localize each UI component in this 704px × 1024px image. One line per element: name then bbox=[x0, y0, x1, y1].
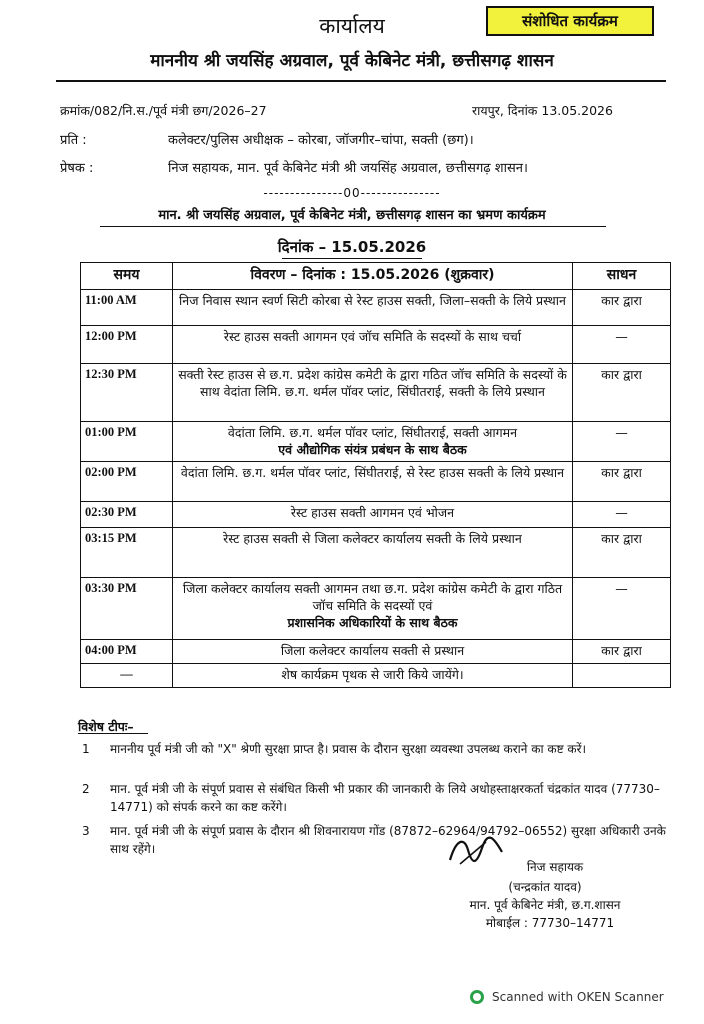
row-means: कार द्वारा bbox=[573, 364, 671, 422]
row-description: रेस्ट हाउस सक्ती से जिला कलेक्टर कार्यालय सक्ती के लिये प्रस्थान bbox=[173, 528, 573, 578]
scanner-text: Scanned with OKEN Scanner bbox=[492, 990, 664, 1004]
table-row bbox=[81, 326, 671, 364]
row-means: — bbox=[573, 502, 671, 528]
signatory-name: (चन्द्रकांत यादव) bbox=[508, 880, 582, 894]
row-description bbox=[173, 422, 573, 462]
row-time: 01:00 PM bbox=[81, 422, 173, 462]
row-means: — bbox=[573, 578, 671, 640]
row-description: शेष कार्यक्रम पृथक से जारी किये जायेंगे। bbox=[173, 664, 573, 688]
row-time: 03:30 PM bbox=[81, 578, 173, 640]
program-heading: मान. श्री जयसिंह अग्रवाल, पूर्व केबिनेट मंत्री, छत्तीसगढ़ शासन का भ्रमण कार्यक्रम bbox=[158, 208, 546, 223]
revised-program-badge: संशोधित कार्यक्रम bbox=[486, 6, 654, 36]
to-label: प्रति : bbox=[60, 133, 87, 148]
signatory-mobile: मोबाईल : 77730–14771 bbox=[485, 916, 615, 930]
header-time: समय bbox=[81, 263, 173, 290]
row-description-text: जिला कलेक्टर कार्यालय सक्ती आगमन तथा छ.ग. प्रदेश कांग्रेस कमेटी के द्वारा गठित जॉच समिति के सदस्यों एवं bbox=[182, 581, 563, 613]
table-row bbox=[81, 578, 671, 640]
signatory-title: निज सहायक bbox=[526, 860, 584, 874]
row-means: — bbox=[573, 326, 671, 364]
table-row bbox=[81, 502, 671, 528]
section-divider: ---------------00--------------- bbox=[263, 186, 441, 200]
table-row bbox=[81, 364, 671, 422]
row-description: रेस्ट हाउस सक्ती आगमन एवं जॉच समिति के सदस्यों के साथ चर्चा bbox=[173, 326, 573, 364]
place-date: रायपुर, दिनांक 13.05.2026 bbox=[472, 103, 613, 118]
note-item bbox=[82, 822, 682, 860]
row-means: — bbox=[573, 422, 671, 462]
row-description: निज निवास स्थान स्वर्ण सिटी कोरबा से रेस्ट हाउस सक्ती, जिला–सक्ती के लिये प्रस्थान bbox=[173, 290, 573, 326]
row-description-bold: एवं औद्योगिक संयंत्र प्रबंधन के साथ बैठक bbox=[278, 442, 467, 457]
row-description bbox=[173, 578, 573, 640]
note-number: 1 bbox=[82, 742, 90, 756]
row-means: कार द्वारा bbox=[573, 528, 671, 578]
row-means: कार द्वारा bbox=[573, 290, 671, 326]
row-means: कार द्वारा bbox=[573, 640, 671, 664]
signature-scribble-icon bbox=[446, 830, 506, 870]
row-time: 02:00 PM bbox=[81, 462, 173, 502]
row-means bbox=[573, 664, 671, 688]
from-label: प्रेषक : bbox=[60, 161, 94, 176]
table-header-row bbox=[81, 263, 671, 290]
scanner-logo-icon bbox=[470, 990, 484, 1004]
note-number: 3 bbox=[82, 824, 90, 838]
table-row bbox=[81, 290, 671, 326]
row-means: कार द्वारा bbox=[573, 462, 671, 502]
scanner-watermark bbox=[470, 990, 664, 1004]
row-description-bold: प्रशासनिक अधिकारियों के साथ बैठक bbox=[287, 615, 458, 630]
note-text: माननीय पूर्व मंत्री जी को "X" श्रेणी सुरक्षा प्राप्त है। प्रवास के दौरान सुरक्षा व्यवस्था उपलब्ध कराने का कष्ट करें। bbox=[110, 742, 587, 756]
from-value: निज सहायक, मान. पूर्व केबिनेट मंत्री श्री जयसिंह अग्रवाल, छत्तीसगढ़ शासन। bbox=[168, 161, 528, 176]
note-text: मान. पूर्व मंत्री जी के संपूर्ण प्रवास के दौरान श्री शिवनारायण गोंड (87872–62964/94792–06552) सुरक्षा अधिकारी उनके साथ रहेंगे। bbox=[110, 824, 666, 856]
row-description-text: वेदांता लिमि. छ.ग. थर्मल पॉवर प्लांट, सिंघीतराई, सक्ती आगमन bbox=[227, 425, 518, 440]
note-number: 2 bbox=[82, 782, 90, 796]
header-description: विवरण – दिनांक : 15.05.2026 (शुक्रवार) bbox=[173, 263, 573, 290]
reference-number: क्रमांक/082/नि.स./पूर्व मंत्री छग/2026–27 bbox=[60, 103, 267, 118]
row-description: रेस्ट हाउस सक्ती आगमन एवं भोजन bbox=[173, 502, 573, 528]
row-description: जिला कलेक्टर कार्यालय सक्ती से प्रस्थान bbox=[173, 640, 573, 664]
row-time: 12:30 PM bbox=[81, 364, 173, 422]
date-underline bbox=[282, 258, 422, 259]
table-row bbox=[81, 640, 671, 664]
row-time: 11:00 AM bbox=[81, 290, 173, 326]
note-item bbox=[82, 780, 682, 818]
office-title: कार्यालय bbox=[319, 14, 385, 38]
row-time: 02:30 PM bbox=[81, 502, 173, 528]
note-text: मान. पूर्व मंत्री जी के संपूर्ण प्रवास से संबंधित किसी भी प्रकार की जानकारी के लिये अधोहस्ताक्षरकर्ता चंद्रकांत यादव (77730–14771) को संपर्क करने का कष्ट करेंगे। bbox=[110, 782, 660, 814]
row-time: 04:00 PM bbox=[81, 640, 173, 664]
row-time: 12:00 PM bbox=[81, 326, 173, 364]
row-description: वेदांता लिमि. छ.ग. थर्मल पॉवर प्लांट, सिंघीतराई, से रेस्ट हाउस सक्ती के लिये प्रस्थान bbox=[173, 462, 573, 502]
notes-underline bbox=[78, 733, 148, 734]
schedule-table bbox=[80, 262, 671, 688]
table-row bbox=[81, 664, 671, 688]
table-row bbox=[81, 462, 671, 502]
signatory-designation: मान. पूर्व केबिनेट मंत्री, छ.ग.शासन bbox=[469, 898, 621, 912]
office-subtitle: माननीय श्री जयसिंह अग्रवाल, पूर्व केबिनेट मंत्री, छत्तीसगढ़ शासन bbox=[150, 51, 554, 71]
header-means: साधन bbox=[573, 263, 671, 290]
header-rule bbox=[56, 80, 666, 82]
program-date: दिनांक – 15.05.2026 bbox=[277, 238, 427, 256]
heading-underline bbox=[100, 226, 606, 227]
row-time: 03:15 PM bbox=[81, 528, 173, 578]
row-time: — bbox=[81, 664, 173, 688]
row-description: सक्ती रेस्ट हाउस से छ.ग. प्रदेश कांग्रेस कमेटी के द्वारा गठित जॉच समिति के सदस्यों के साथ वेदांता लिमि. छ.ग. थर्मल पॉवर प्लांट, सिंघीतराई, सक्ती के लिये प्रस्थान bbox=[173, 364, 573, 422]
to-value: कलेक्टर/पुलिस अधीक्षक – कोरबा, जॉजगीर–चांपा, सक्ती (छग)। bbox=[168, 133, 474, 148]
note-item bbox=[82, 740, 682, 778]
table-row bbox=[81, 528, 671, 578]
table-row bbox=[81, 422, 671, 462]
notes-heading: विशेष टीपः– bbox=[78, 719, 134, 734]
